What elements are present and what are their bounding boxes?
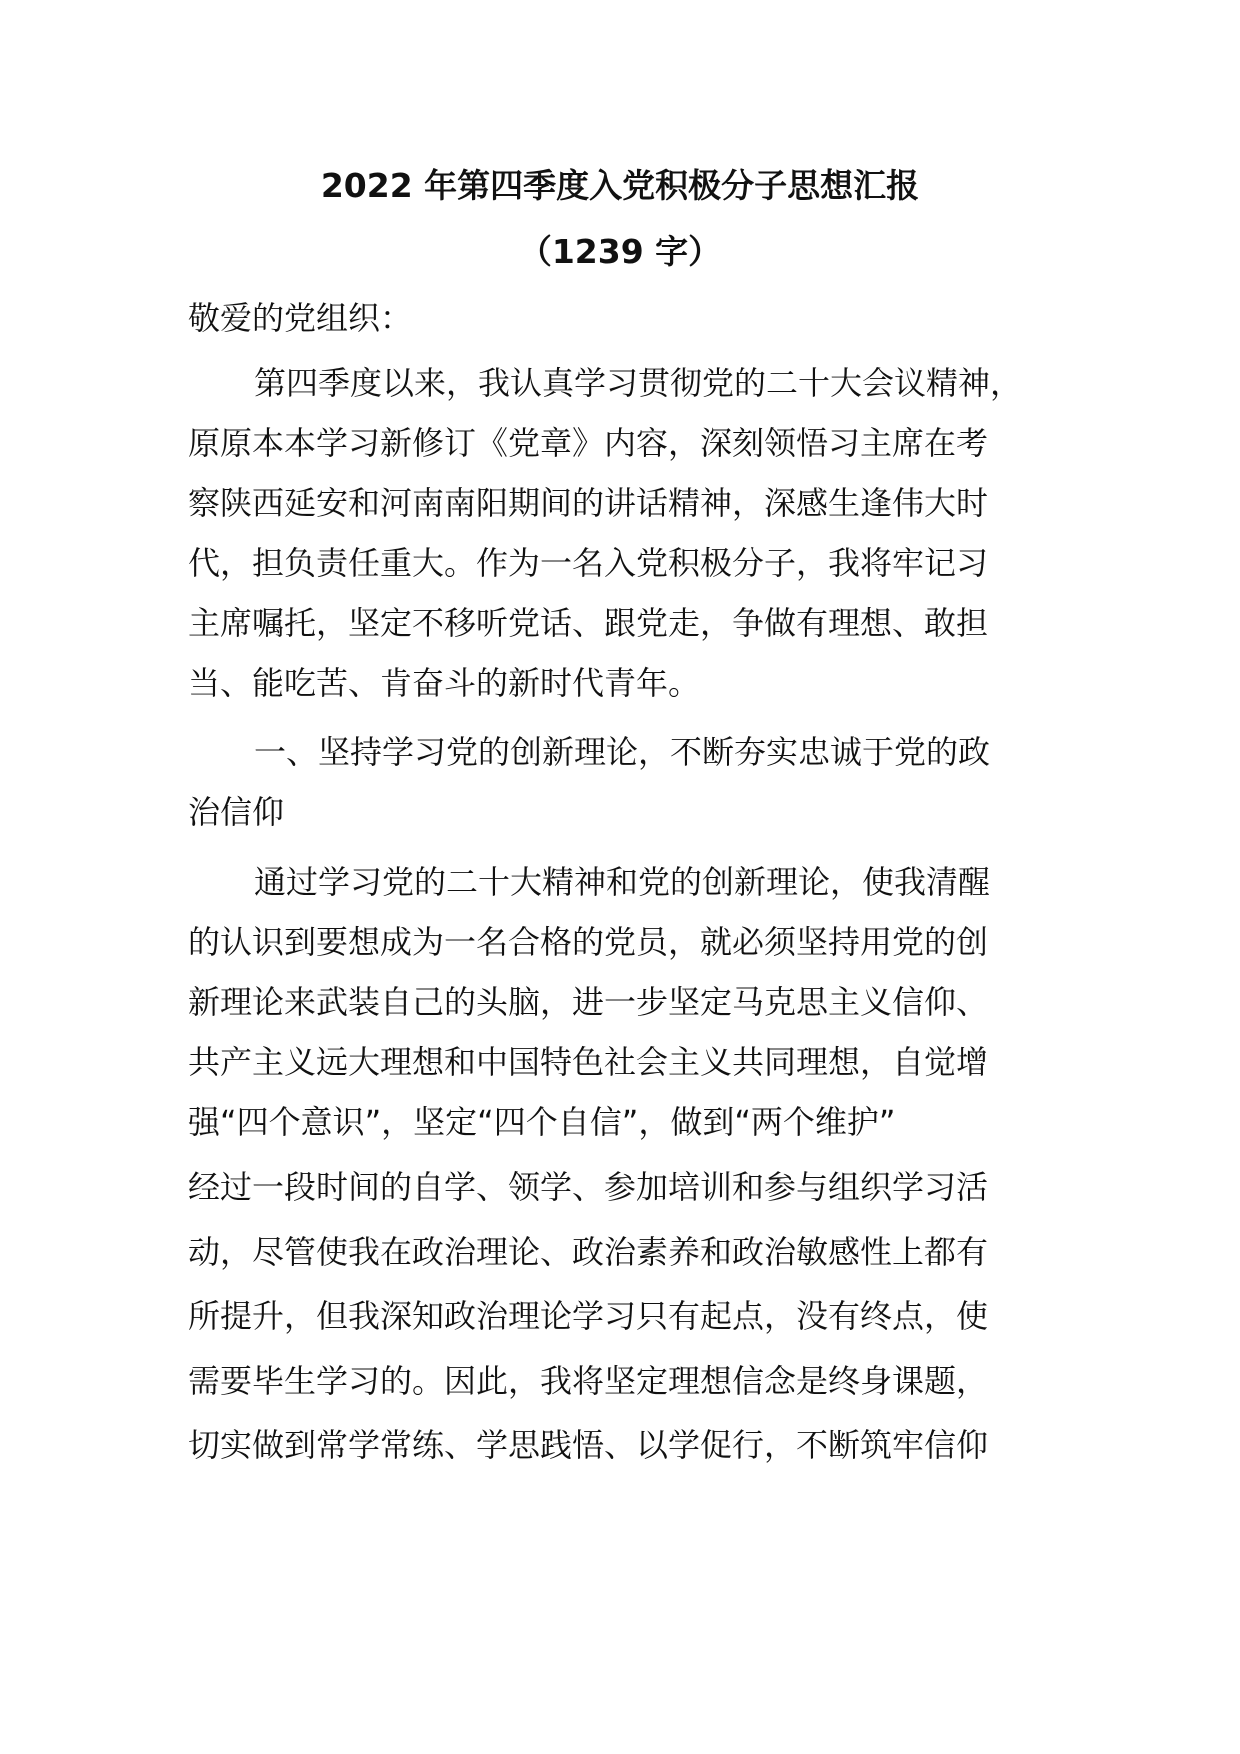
paragraph-line: 第四季度以来，我认真学习贯彻党的二十大会议精神，: [254, 364, 1023, 402]
document-title: 2022 年第四季度入党积极分子思想汇报: [320, 166, 920, 205]
document-word-count: （1239 字）: [518, 232, 722, 271]
paragraph-line: 通过学习党的二十大精神和党的创新理论，使我清醒: [254, 863, 991, 901]
paragraph-line: 代，担负责任重大。作为一名入党积极分子，我将牢记习: [188, 544, 989, 582]
paragraph-line: 动，尽管使我在政治理论、政治素养和政治敏感性上都有: [188, 1233, 989, 1271]
paragraph-line: 察陕西延安和河南南阳期间的讲话精神，深感生逢伟大时: [188, 484, 989, 522]
paragraph-line: 的认识到要想成为一名合格的党员，就必须坚持用党的创: [188, 923, 989, 961]
paragraph-line: 主席嘱托，坚定不移听党话、跟党走，争做有理想、敢担: [188, 604, 989, 642]
paragraph-line: 所提升，但我深知政治理论学习只有起点，没有终点，使: [188, 1297, 989, 1335]
paragraph-line: 当、能吃苦、肯奋斗的新时代青年。: [188, 664, 701, 702]
paragraph-line: 强“四个意识”，坚定“四个自信”，做到“两个维护”: [188, 1103, 896, 1141]
paragraph-line: 切实做到常学常练、学思践悟、以学促行，不断筑牢信仰: [188, 1426, 989, 1464]
salutation: 敬爱的党组织：: [188, 299, 413, 337]
section-heading-line: 一、坚持学习党的创新理论，不断夯实忠诚于党的政: [254, 733, 991, 771]
paragraph-line: 共产主义远大理想和中国特色社会主义共同理想，自觉增: [188, 1043, 989, 1081]
section-heading-line: 治信仰: [188, 793, 285, 831]
paragraph-line: 原原本本学习新修订《党章》内容，深刻领悟习主席在考: [188, 424, 989, 462]
paragraph-line: 需要毕生学习的。因此，我将坚定理想信念是终身课题，: [188, 1362, 989, 1400]
paragraph-line: 经过一段时间的自学、领学、参加培训和参与组织学习活: [188, 1168, 989, 1206]
paragraph-line: 新理论来武装自己的头脑，进一步坚定马克思主义信仰、: [188, 983, 989, 1021]
